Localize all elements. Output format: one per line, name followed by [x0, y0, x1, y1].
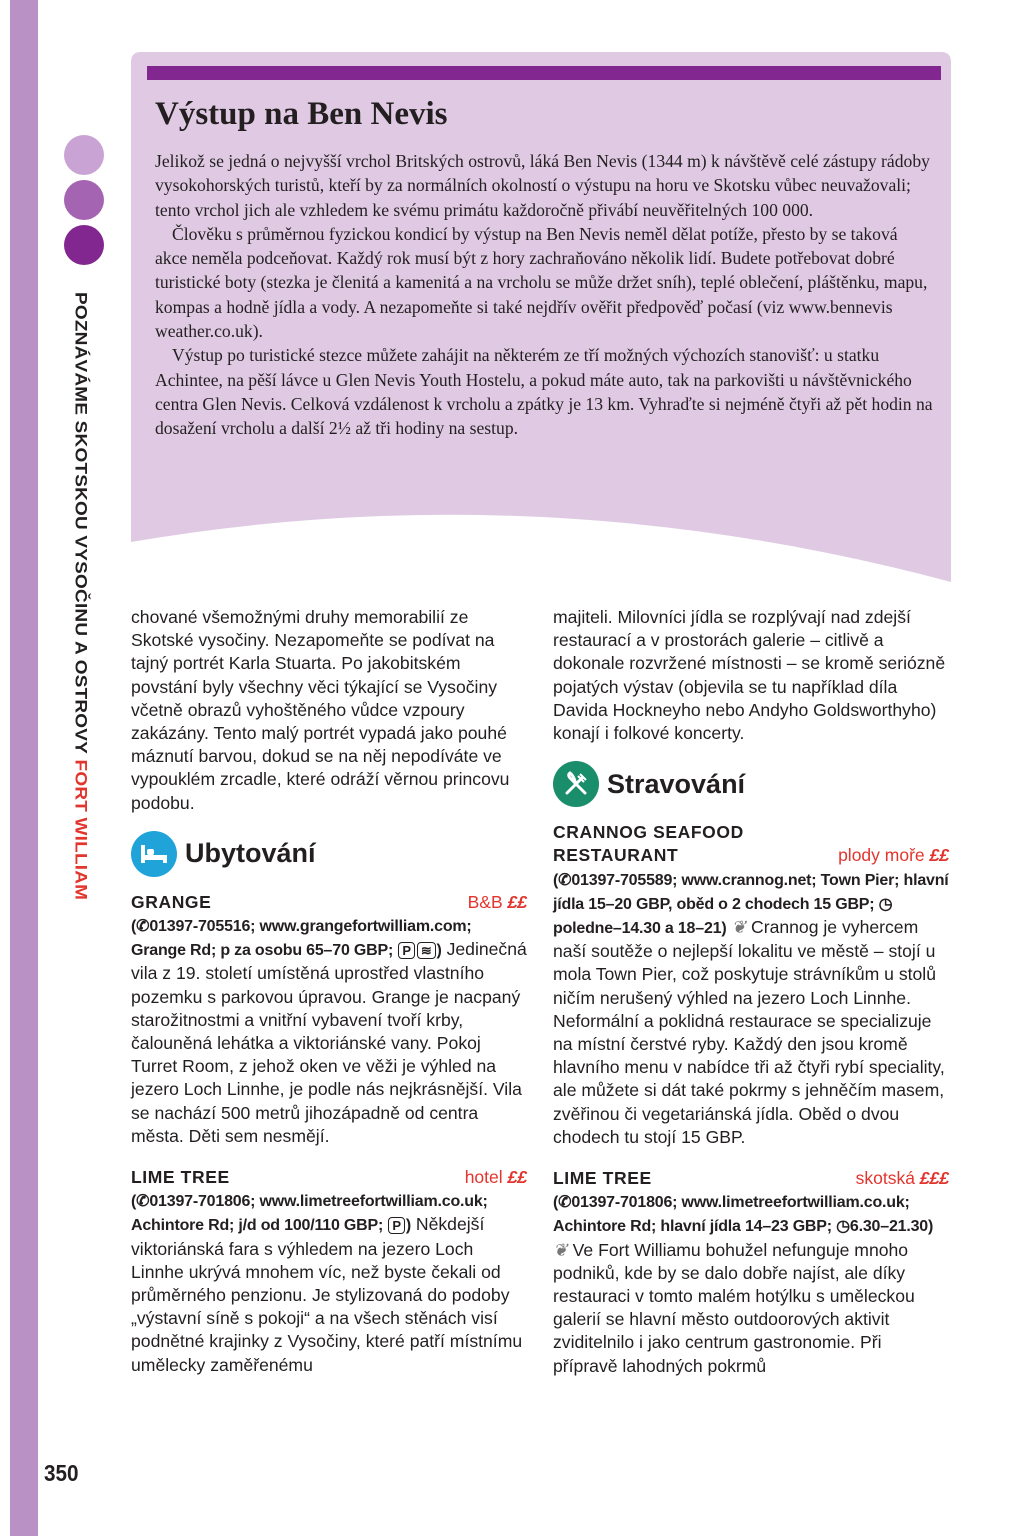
sidebar-paragraph: Člověku s průměrnou fyzickou kondicí by výstup na Ben Nevis neměl dělat potíže, přesto by se taková akce neměla podceňovat. Každý rok musí být z hory zachraňováno několik lidí. Budete potřebovat dobré turistické boty (stezka je členitá a kamenitá a na vrcholu se může držet sníh), teplé oblečení, pláštěnku, mapu, kompas a hodně jídla a vody. A nezapomeňte si také nejdřív ověřit předpověď počasí (viz www.bennevis weather.co.uk). [155, 223, 928, 342]
price-indicator: £££ [919, 1168, 949, 1189]
bed-icon [131, 831, 177, 877]
parking-icon: P [388, 1217, 404, 1234]
accommodation-heading [131, 829, 527, 879]
chapter-section: FORT WILLIAM [70, 759, 90, 901]
right-intro-text: majiteli. Milovníci jídla se rozplývají nad zdejší restaurací a v prostorách galerie – citlivě a dokonale rozvržené místnosti – se kromě seriózně pojatých výstav (objevila se tu například díla Davida Hockneyho nebo Andyho Goldsworthyho) konají i folkové koncerty. [553, 607, 946, 744]
sidebar-box-title: Výstup na Ben Nevis [155, 96, 448, 132]
left-column [131, 606, 527, 1395]
decor-dot-medium [64, 180, 104, 220]
fork-knife-icon [553, 761, 599, 807]
decor-dot-dark [64, 225, 104, 265]
sidebar-box-top-bar [147, 66, 941, 80]
listing-info: (✆01397-705589; www.crannog.net; Town Pier; hlavní jídla 15–20 GBP, oběd o 2 chodech 15 GBP; ◷poledne–14.30 a 18–21) [553, 872, 949, 937]
page-number: 350 [44, 1460, 79, 1486]
leaf-icon: ❦ [553, 1239, 568, 1260]
page-edge-bar [10, 0, 38, 1536]
listing-name: LIME TREE [131, 1167, 230, 1188]
listing-name: CRANNOG SEAFOOD RESTAURANT [553, 822, 744, 866]
eating-heading [553, 759, 949, 809]
clock-icon: ◷ [878, 895, 893, 913]
listing-name: LIME TREE [553, 1168, 652, 1189]
listing-info: (✆01397-705516; www.grangefortwilliam.com; Grange Rd; p za osobu 65–70 GBP; P ≋ ) [131, 918, 472, 959]
listing-info: (✆01397-701806; www.limetreefortwilliam.co.uk; Achintore Rd; j/d od 100/110 GBP; P ) [131, 1193, 488, 1234]
phone-icon: ✆ [558, 1194, 572, 1212]
accommodation-title: Ubytování [185, 838, 316, 869]
listing-name: GRANGE [131, 891, 212, 912]
sidebar-box [131, 52, 951, 582]
listing-category: skotská £££ [855, 1168, 949, 1189]
decor-dot-light [64, 135, 104, 175]
listing-lime-tree-hotel [131, 1166, 527, 1377]
listing-category: B&B ££ [467, 891, 527, 912]
chapter-title-vertical [70, 292, 89, 900]
left-intro-text: chované všemožnými druhy memorabilií ze Skotské vysočiny. Nezapomeňte se podívat na tajný portrét Karla Stuarta. Po jakobitském povstání byly všechny věci týkající se Vysočiny včetně obrazů vyhoštěného vůdce vzpoury zakázány. Tento malý portrét vypadá jako pouhé máznutí barvou, dokud se na něj nepodíváte ve vypouklém zrcadle, které odráží věrnou princovu podobu. [131, 607, 510, 813]
listing-lime-tree-restaurant [553, 1167, 949, 1378]
leaf-icon: ❦ [731, 917, 747, 938]
listing-info: (✆01397-701806; www.limetreefortwilliam.co.uk; Achintore Rd; hlavní jídla 14–23 GBP; ◷6.30–21.30) [553, 1194, 933, 1235]
sidebar-paragraph: Výstup po turistické stezce můžete zahájit na některém ze tří možných výchozích stanovišť: u statku Achintee, na pěší lávce u Glen Nevis Youth Hostelu, a pokud máte auto, tak na parkovišti u návštěvnického centra Glen Nevis. Celková vzdálenost k vrcholu a zpátky je 13 km. Vyhraďte si nejméně čtyři až pět hodin na dosažení vrcholu a další 2½ až tři hodiny na sestup. [155, 345, 933, 439]
wifi-icon: ≋ [417, 942, 436, 959]
chapter-title: POZNÁVÁME SKOTSKOU VYSOČINU A OSTROVY [70, 292, 90, 755]
phone-icon: ✆ [136, 1193, 150, 1211]
listing-description: Crannog je vyhercem naší soutěže o nejlepší lokalitu ve městě – stojí u mola Town Pier, což poskytuje strávníkům u stolů ničím nerušený výhled na jezero Loch Linnhe. Neformální a poklidná restaurace se specializuje na místní čerstvé ryby. Každý den jsou kromě hlavního menu v nabídce tři až čtyři rybí speciality, ale můžete si dát také pokrmy s jehněčím masem, zvěřinou či vegetariánská jídla. Oběd o dvou chodech tu stojí 15 GBP. [553, 917, 945, 1147]
phone-icon: ✆ [558, 871, 572, 889]
price-indicator: ££ [507, 891, 527, 912]
listing-description: Ve Fort Williamu bohužel nefunguje mnoho podniků, kde by se dalo dobře najíst, ale díky restauraci v tomto malém hotýlku s uměleckou galerií se hlavní město outdoorových aktivit zviditelnilo i jako centrum gastronomie. Při přípravě lahodných pokrmů [553, 1239, 915, 1376]
clock-icon: ◷ [836, 1218, 850, 1236]
listing-grange [131, 891, 527, 1148]
price-indicator: ££ [507, 1167, 527, 1188]
parking-icon: P [398, 942, 414, 959]
listing-description: Jedinečná vila z 19. století umístěná uprostřed vlastního pozemku s parkovou úpravou. Grange je nacpaný starožitnostmi a vnitřní vybavení tvoří krby, čalouněná lehátka a viktoriánské vany. Pokoj Turret Room, z jehož oken ve věži je výhled na jezero Loch Linnhe, je podle nás nejkrásnější. Vila se nachází 500 metrů jihozápadně od centra města. Děti sem nesmějí. [131, 939, 527, 1146]
eating-title: Stravování [607, 768, 746, 799]
listing-category: plody moře ££ [838, 845, 949, 866]
listing-category: hotel ££ [464, 1167, 527, 1188]
listing-description: Někdejší viktoriánská fara s výhledem na jezero Loch Linnhe ukrývá mnohem víc, než byste čekali od průměrného penzionu. Je stylizovaná do podoby „výstavní síně s pokoji“ a na všech stěnách visí podnětné krajinky z Vysočiny, které patří místnímu umělecky zaměřenému [131, 1214, 523, 1375]
listing-crannog [553, 821, 949, 1149]
sidebar-paragraph: Jelikož se jedná o nejvyšší vrchol Britských ostrovů, láká Ben Nevis (1344 m) k návštěvě celé zástupy rádoby vysokohorských turistů, kteří by za normálních okolností o výstupu na horu ve Skotsku vůbec neuvažovali; tento vrchol jich ale vzhledem ke svému primátu každoročně přivábí neuvěřitelných 100 000. [155, 151, 930, 220]
phone-icon: ✆ [136, 918, 150, 936]
right-column [553, 606, 949, 1396]
price-indicator: ££ [929, 845, 949, 866]
sidebar-box-text [155, 149, 933, 441]
chapter-running-head [70, 292, 100, 901]
